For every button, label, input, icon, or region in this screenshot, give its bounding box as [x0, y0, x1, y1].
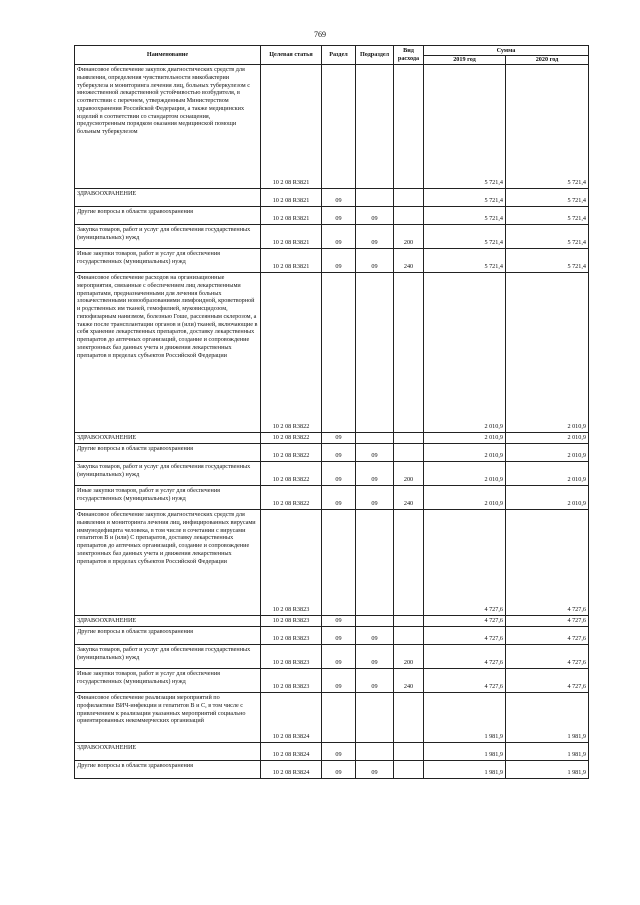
row-sum-2019: 4 727,6: [424, 616, 506, 627]
row-name: Финансовое обеспечение расходов на организационные мероприятия, связанные с обеспечением лиц лекарственными препаратами, предназначенными для лечения больных злокачественными новообразованиями лимфоидной, кроветворной и родственных им тканей, гемофилией, муковисцидозом, гипофизарным нанизмом, болезнью Гоше, рассеянным склерозом, а также после трансплантации органов и (или) тканей, включающие в себя хранение лекарственных препаратов, доставку лекарственных препаратов до аптечных организаций, создание и сопровождение электронных баз данных учета и движения лекарственных препаратов в пределах субъектов Российской Федерации: [75, 273, 261, 433]
row-subsection: 09: [356, 761, 394, 779]
row-target-article: 10 2 08 R3821: [261, 225, 322, 249]
table-row: [75, 444, 589, 462]
header-sum: Сумма: [424, 46, 589, 56]
row-sum-2019: 1 981,9: [424, 761, 506, 779]
row-target-article: 10 2 08 R3822: [261, 273, 322, 433]
row-subsection: [356, 510, 394, 616]
row-sum-2020: 4 727,6: [506, 645, 589, 669]
table-row: [75, 616, 589, 627]
row-sum-2019: 1 981,9: [424, 693, 506, 743]
row-name: Другие вопросы в области здравоохранения: [75, 627, 261, 645]
table-row: [75, 273, 589, 433]
header-subsection: Подраздел: [356, 46, 394, 65]
row-name: ЗДРАВООХРАНЕНИЕ: [75, 743, 261, 761]
table-row: [75, 65, 589, 189]
row-name: Иные закупки товаров, работ и услуг для обеспечения государственных (муниципальных) нужд: [75, 486, 261, 510]
row-sum-2020: 2 010,9: [506, 462, 589, 486]
table-row: [75, 433, 589, 444]
row-subsection: 09: [356, 225, 394, 249]
table-row: [75, 207, 589, 225]
row-target-article: 10 2 08 R3821: [261, 207, 322, 225]
row-expense-type: [394, 743, 424, 761]
row-sum-2020: 5 721,4: [506, 189, 589, 207]
row-target-article: 10 2 08 R3823: [261, 616, 322, 627]
row-section: [322, 273, 356, 433]
row-expense-type: 200: [394, 645, 424, 669]
row-sum-2019: 4 727,6: [424, 645, 506, 669]
row-section: [322, 65, 356, 189]
row-target-article: 10 2 08 R3824: [261, 761, 322, 779]
row-subsection: [356, 616, 394, 627]
row-target-article: 10 2 08 R3824: [261, 693, 322, 743]
row-sum-2019: 4 727,6: [424, 669, 506, 693]
row-target-article: 10 2 08 R3821: [261, 189, 322, 207]
row-expense-type: [394, 693, 424, 743]
row-expense-type: [394, 444, 424, 462]
row-expense-type: 240: [394, 249, 424, 273]
row-name: Закупка товаров, работ и услуг для обеспечения государственных (муниципальных) нужд: [75, 225, 261, 249]
row-sum-2020: 5 721,4: [506, 249, 589, 273]
table-row: [75, 669, 589, 693]
row-target-article: 10 2 08 R3822: [261, 444, 322, 462]
table-row: [75, 462, 589, 486]
row-sum-2020: 1 981,9: [506, 693, 589, 743]
header-year-2019: 2019 год: [424, 56, 506, 65]
table-header: [75, 46, 589, 65]
row-name: Закупка товаров, работ и услуг для обеспечения государственных (муниципальных) нужд: [75, 462, 261, 486]
row-target-article: 10 2 08 R3823: [261, 510, 322, 616]
row-name: Другие вопросы в области здравоохранения: [75, 444, 261, 462]
row-section: 09: [322, 462, 356, 486]
row-name: Иные закупки товаров, работ и услуг для обеспечения государственных (муниципальных) нужд: [75, 669, 261, 693]
table-row: [75, 761, 589, 779]
row-name: Иные закупки товаров, работ и услуг для обеспечения государственных (муниципальных) нужд: [75, 249, 261, 273]
row-sum-2019: 2 010,9: [424, 486, 506, 510]
row-subsection: [356, 743, 394, 761]
row-subsection: 09: [356, 486, 394, 510]
row-sum-2020: 4 727,6: [506, 627, 589, 645]
row-section: 09: [322, 207, 356, 225]
row-subsection: [356, 273, 394, 433]
row-name: ЗДРАВООХРАНЕНИЕ: [75, 189, 261, 207]
row-subsection: [356, 433, 394, 444]
budget-table: [74, 45, 589, 779]
row-name: Закупка товаров, работ и услуг для обеспечения государственных (муниципальных) нужд: [75, 645, 261, 669]
row-sum-2020: 5 721,4: [506, 207, 589, 225]
row-target-article: 10 2 08 R3824: [261, 743, 322, 761]
row-subsection: [356, 65, 394, 189]
table-row: [75, 510, 589, 616]
row-target-article: 10 2 08 R3823: [261, 669, 322, 693]
row-section: 09: [322, 761, 356, 779]
row-subsection: 09: [356, 645, 394, 669]
row-name: Финансовое обеспечение реализации мероприятий по профилактике ВИЧ-инфекции и гепатитов В и С, в том числе с привлечением к реализации указанных мероприятий социально ориентированных некоммерческих организаций: [75, 693, 261, 743]
row-sum-2020: 2 010,9: [506, 486, 589, 510]
row-sum-2020: 2 010,9: [506, 444, 589, 462]
row-expense-type: [394, 433, 424, 444]
row-target-article: 10 2 08 R3821: [261, 65, 322, 189]
row-sum-2020: 4 727,6: [506, 616, 589, 627]
row-section: 09: [322, 189, 356, 207]
row-sum-2020: 1 981,9: [506, 743, 589, 761]
row-sum-2020: 4 727,6: [506, 669, 589, 693]
row-sum-2019: 5 721,4: [424, 189, 506, 207]
row-expense-type: 200: [394, 225, 424, 249]
row-expense-type: [394, 616, 424, 627]
row-sum-2019: 2 010,9: [424, 462, 506, 486]
row-target-article: 10 2 08 R3823: [261, 645, 322, 669]
row-sum-2019: 5 721,4: [424, 207, 506, 225]
header-year-2020: 2020 год: [506, 56, 589, 65]
row-expense-type: [394, 510, 424, 616]
row-sum-2020: 2 010,9: [506, 273, 589, 433]
table-row: [75, 693, 589, 743]
header-expense-type: Вид расхода: [394, 46, 424, 65]
row-sum-2019: 4 727,6: [424, 627, 506, 645]
row-target-article: 10 2 08 R3821: [261, 249, 322, 273]
row-expense-type: [394, 189, 424, 207]
row-name: ЗДРАВООХРАНЕНИЕ: [75, 616, 261, 627]
row-target-article: 10 2 08 R3822: [261, 486, 322, 510]
row-sum-2019: 2 010,9: [424, 444, 506, 462]
row-sum-2019: 5 721,4: [424, 225, 506, 249]
table-row: [75, 645, 589, 669]
row-expense-type: [394, 273, 424, 433]
row-name: Финансовое обеспечение закупок диагностических средств для выявления, определения чувствительности микобактерии туберкулеза и мониторинга лечения лиц, больных туберкулезом с множественной лекарственной устойчивостью возбудителя, в соответствии с перечнем, утвержденным Министерством здравоохранения Российской Федерации, а также медицинских изделий в соответствии со стандартом оснащения, предусмотренным порядком оказания медицинской помощи больным туберкулезом: [75, 65, 261, 189]
row-expense-type: 240: [394, 486, 424, 510]
table-row: [75, 249, 589, 273]
row-section: 09: [322, 249, 356, 273]
row-section: 09: [322, 627, 356, 645]
row-section: [322, 510, 356, 616]
row-sum-2019: 4 727,6: [424, 510, 506, 616]
header-target-article: Целевая статья: [261, 46, 322, 65]
table-row: [75, 486, 589, 510]
header-section: Раздел: [322, 46, 356, 65]
row-subsection: 09: [356, 444, 394, 462]
header-name: Наименование: [75, 46, 261, 65]
row-expense-type: 240: [394, 669, 424, 693]
row-section: 09: [322, 486, 356, 510]
row-subsection: 09: [356, 669, 394, 693]
row-section: 09: [322, 645, 356, 669]
row-sum-2019: 2 010,9: [424, 433, 506, 444]
row-subsection: [356, 693, 394, 743]
table-row: [75, 743, 589, 761]
row-sum-2020: 1 981,9: [506, 761, 589, 779]
row-sum-2020: 5 721,4: [506, 225, 589, 249]
row-section: 09: [322, 444, 356, 462]
row-name: Другие вопросы в области здравоохранения: [75, 761, 261, 779]
row-name: Другие вопросы в области здравоохранения: [75, 207, 261, 225]
row-subsection: [356, 189, 394, 207]
row-section: 09: [322, 616, 356, 627]
row-expense-type: [394, 207, 424, 225]
row-expense-type: [394, 761, 424, 779]
row-sum-2020: 5 721,4: [506, 65, 589, 189]
row-section: 09: [322, 669, 356, 693]
row-section: [322, 693, 356, 743]
row-sum-2019: 1 981,9: [424, 743, 506, 761]
row-sum-2019: 5 721,4: [424, 249, 506, 273]
row-name: ЗДРАВООХРАНЕНИЕ: [75, 433, 261, 444]
table-row: [75, 189, 589, 207]
row-subsection: 09: [356, 462, 394, 486]
page-number: 769: [314, 30, 326, 39]
row-section: 09: [322, 743, 356, 761]
row-sum-2020: 4 727,6: [506, 510, 589, 616]
table-body: [75, 65, 589, 779]
row-subsection: 09: [356, 627, 394, 645]
row-subsection: 09: [356, 207, 394, 225]
row-section: 09: [322, 433, 356, 444]
row-sum-2019: 2 010,9: [424, 273, 506, 433]
row-expense-type: 200: [394, 462, 424, 486]
row-target-article: 10 2 08 R3822: [261, 462, 322, 486]
row-sum-2020: 2 010,9: [506, 433, 589, 444]
table-row: [75, 627, 589, 645]
row-section: 09: [322, 225, 356, 249]
row-target-article: 10 2 08 R3823: [261, 627, 322, 645]
row-target-article: 10 2 08 R3822: [261, 433, 322, 444]
row-expense-type: [394, 627, 424, 645]
row-name: Финансовое обеспечение закупок диагностических средств для выявления и мониторинга лечения лиц, инфицированных вирусами иммунодефицита человека, в том числе в сочетании с вирусами гепатитов В и (или) С препаратов, доставку лекарственных препаратов до аптечных организаций, создание и сопровождение электронных баз данных учета и движения лекарственных препаратов в пределах субъектов Российской Федерации: [75, 510, 261, 616]
table-row: [75, 225, 589, 249]
row-expense-type: [394, 65, 424, 189]
row-subsection: 09: [356, 249, 394, 273]
row-sum-2019: 5 721,4: [424, 65, 506, 189]
